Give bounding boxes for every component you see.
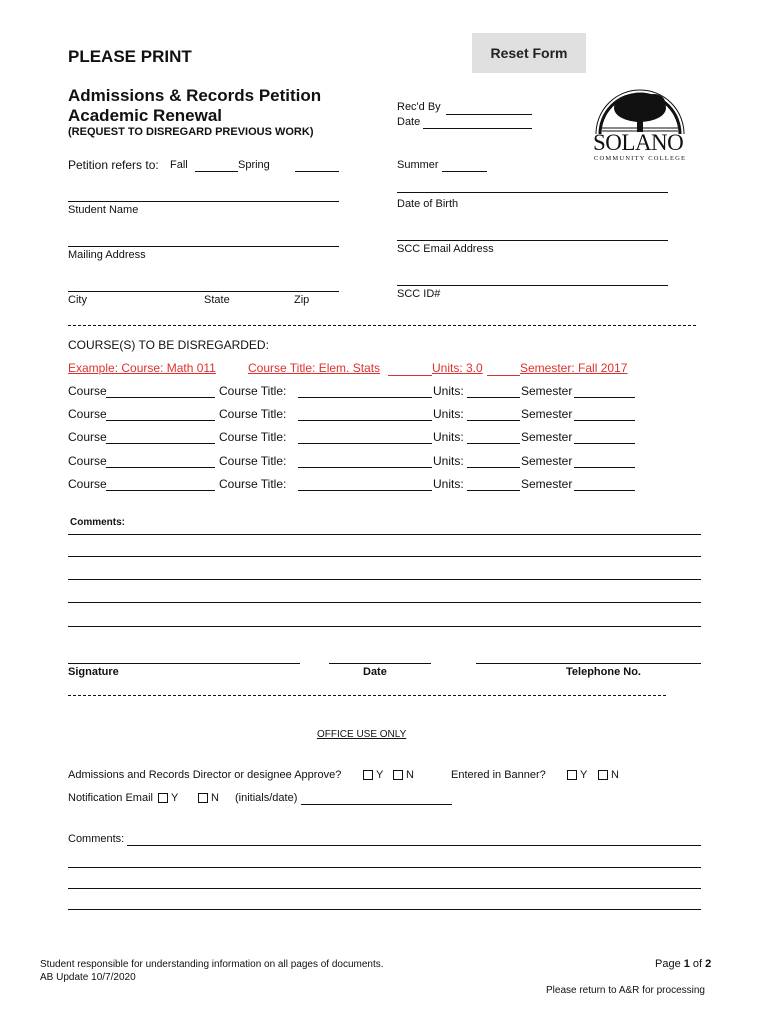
example-course: Example: Course: Math 011 [68,361,216,375]
semester-label: Semester [521,477,573,491]
semester-label: Semester [521,454,573,468]
city-state-zip-line [68,291,339,292]
form-title [68,86,321,126]
approve-label: Admissions and Records Director or designee Approve? [68,769,342,781]
approve-no-label: N [406,769,414,781]
spring-label: Spring [238,159,270,171]
course-title-line [298,467,432,468]
course-number-field[interactable] [106,383,215,397]
example-semester: Semester: Fall 2017 [520,361,628,375]
fall-line [195,171,238,172]
approve-no-option[interactable] [393,769,414,781]
course-number-field[interactable] [106,476,215,490]
example-gap-line2 [487,375,520,376]
summer-label: Summer [397,159,439,171]
recd-date-line [423,128,532,129]
telephone-line [476,663,701,664]
course-title-field[interactable] [298,453,432,467]
banner-yes-checkbox[interactable] [567,770,577,780]
course-title-field[interactable] [298,476,432,490]
course-number-field[interactable] [106,406,215,420]
initials-label: (initials/date) [235,792,298,804]
initials-field[interactable] [301,790,452,804]
dob-line [397,192,668,193]
page-total: 2 [705,958,712,970]
telephone-label: Telephone No. [566,666,641,678]
banner-yes-option[interactable] [567,769,587,781]
zip-label: Zip [294,294,310,306]
course-title-line [298,397,432,398]
units-line [467,467,520,468]
course-title-label: Course Title: [219,407,287,421]
semester-line [574,443,635,444]
signature-label: Signature [68,666,119,678]
units-label: Units: [433,384,464,398]
course-title-label: Course Title: [219,477,287,491]
course-label: Course [68,384,107,398]
course-title-field[interactable] [298,383,432,397]
signature-field[interactable] [68,647,300,661]
mailing-address-label: Mailing Address [68,249,146,261]
units-line [467,443,520,444]
scc-email-field[interactable] [397,224,668,238]
oak-tree-icon [592,86,688,136]
office-comments-field[interactable] [68,831,701,911]
dob-field[interactable] [397,176,668,190]
fall-field[interactable] [195,157,238,171]
semester-field[interactable] [574,406,635,420]
student-name-field[interactable] [68,185,339,199]
course-title-line [298,420,432,421]
units-field[interactable] [467,476,520,490]
units-label: Units: [433,430,464,444]
mailing-address-field[interactable] [68,230,339,244]
approve-yes-checkbox[interactable] [363,770,373,780]
please-print-heading: PLEASE PRINT [68,47,192,66]
course-label: Course [68,407,107,421]
course-number-line [106,397,215,398]
scc-id-field[interactable] [397,269,668,283]
reset-form-button[interactable]: Reset Form [472,33,586,73]
banner-label: Entered in Banner? [451,769,546,781]
semester-label: Semester [521,407,573,421]
summer-line [442,171,487,172]
course-number-line [106,490,215,491]
units-field[interactable] [467,429,520,443]
recd-by-label: Rec'd By [397,101,441,113]
course-title-label: Course Title: [219,454,287,468]
units-line [467,490,520,491]
notification-yes-label: Y [171,792,179,804]
sig-date-line [329,663,431,664]
solano-logo [592,86,688,166]
mailing-address-line [68,246,339,247]
section-divider [68,325,696,326]
semester-line [574,420,635,421]
course-number-line [106,420,215,421]
signature-line [68,663,300,664]
dob-label: Date of Birth [397,198,459,210]
semester-line [574,467,635,468]
state-label: State [204,294,230,306]
semester-line [574,397,635,398]
semester-field[interactable] [574,429,635,443]
course-title-label: Course Title: [219,384,287,398]
recd-date-field[interactable] [423,114,532,128]
course-title-field[interactable] [298,429,432,443]
notification-yes-option[interactable] [158,792,178,804]
form-subtitle: (REQUEST TO DISREGARD PREVIOUS WORK) [68,126,314,138]
units-label: Units: [433,454,464,468]
course-label: Course [68,477,107,491]
office-divider [68,695,666,696]
fall-label: Fall [170,159,188,171]
semester-field[interactable] [574,383,635,397]
course-title-label: Course Title: [219,430,287,444]
footer-update: AB Update 10/7/2020 [40,972,136,983]
course-number-line [106,467,215,468]
course-title-line [298,443,432,444]
units-field[interactable] [467,383,520,397]
spring-line [295,171,339,172]
sig-date-label: Date [363,666,387,678]
office-comments-label: Comments: [68,833,125,845]
course-title-field[interactable] [298,406,432,420]
initials-line [301,804,452,805]
telephone-field[interactable] [476,647,701,661]
banner-no-option[interactable] [598,769,619,781]
summer-field[interactable] [442,157,487,171]
units-label: Units: [433,477,464,491]
example-title: Course Title: Elem. Stats [248,361,381,375]
student-name-line [68,201,339,202]
sig-date-field[interactable] [329,647,431,661]
office-use-heading: OFFICE USE ONLY [317,729,407,740]
example-units: Units: 3.0 [432,361,483,375]
units-line [467,420,520,421]
logo-name: SOLANO [593,130,684,155]
page-indicator [655,958,711,970]
semester-label: Semester [521,430,573,444]
notification-no-label: N [211,792,219,804]
notification-label: Notification Email [68,792,153,804]
units-field[interactable] [467,453,520,467]
recd-by-field[interactable] [446,100,532,114]
banner-no-checkbox[interactable] [598,770,608,780]
units-line [467,397,520,398]
notification-no-option[interactable] [198,792,219,804]
approve-yes-option[interactable] [363,769,383,781]
units-label: Units: [433,407,464,421]
scc-email-line [397,240,668,241]
scc-email-label: SCC Email Address [397,243,494,255]
footer-responsible: Student responsible for understanding information on all pages of documents. [40,959,384,970]
city-label: City [68,294,87,306]
logo-sub: COMMUNITY COLLEGE [594,155,687,162]
scc-id-label: SCC ID# [397,288,441,300]
notification-no-checkbox[interactable] [198,793,208,803]
example-gap-line [388,375,432,376]
banner-yes-label: Y [580,769,588,781]
page-number: 1 [683,958,690,970]
page-prefix: Page [655,958,684,970]
page-of: of [689,958,706,970]
semester-field[interactable] [574,476,635,490]
comments-field[interactable] [68,520,701,628]
semester-label: Semester [521,384,573,398]
course-label: Course [68,430,107,444]
form-title-line2: Academic Renewal [68,106,223,125]
course-number-field[interactable] [106,453,215,467]
student-name-label: Student Name [68,204,139,216]
form-title-line1: Admissions & Records Petition [68,86,322,105]
comments-label: Comments: [70,517,126,528]
approve-yes-label: Y [376,769,384,781]
notification-yes-checkbox[interactable] [158,793,168,803]
recd-date-label: Date [397,116,421,128]
course-title-line [298,490,432,491]
approve-no-checkbox[interactable] [393,770,403,780]
spring-field[interactable] [295,157,339,171]
units-field[interactable] [467,406,520,420]
city-state-zip-field[interactable] [68,275,339,289]
semester-field[interactable] [574,453,635,467]
courses-heading: COURSE(S) TO BE DISREGARDED: [68,338,269,352]
scc-id-line [397,285,668,286]
course-number-field[interactable] [106,429,215,443]
semester-line [574,490,635,491]
petition-label: Petition refers to: [68,158,159,172]
course-number-line [106,443,215,444]
footer-return: Please return to A&R for processing [546,985,705,996]
banner-no-label: N [611,769,619,781]
course-label: Course [68,454,107,468]
